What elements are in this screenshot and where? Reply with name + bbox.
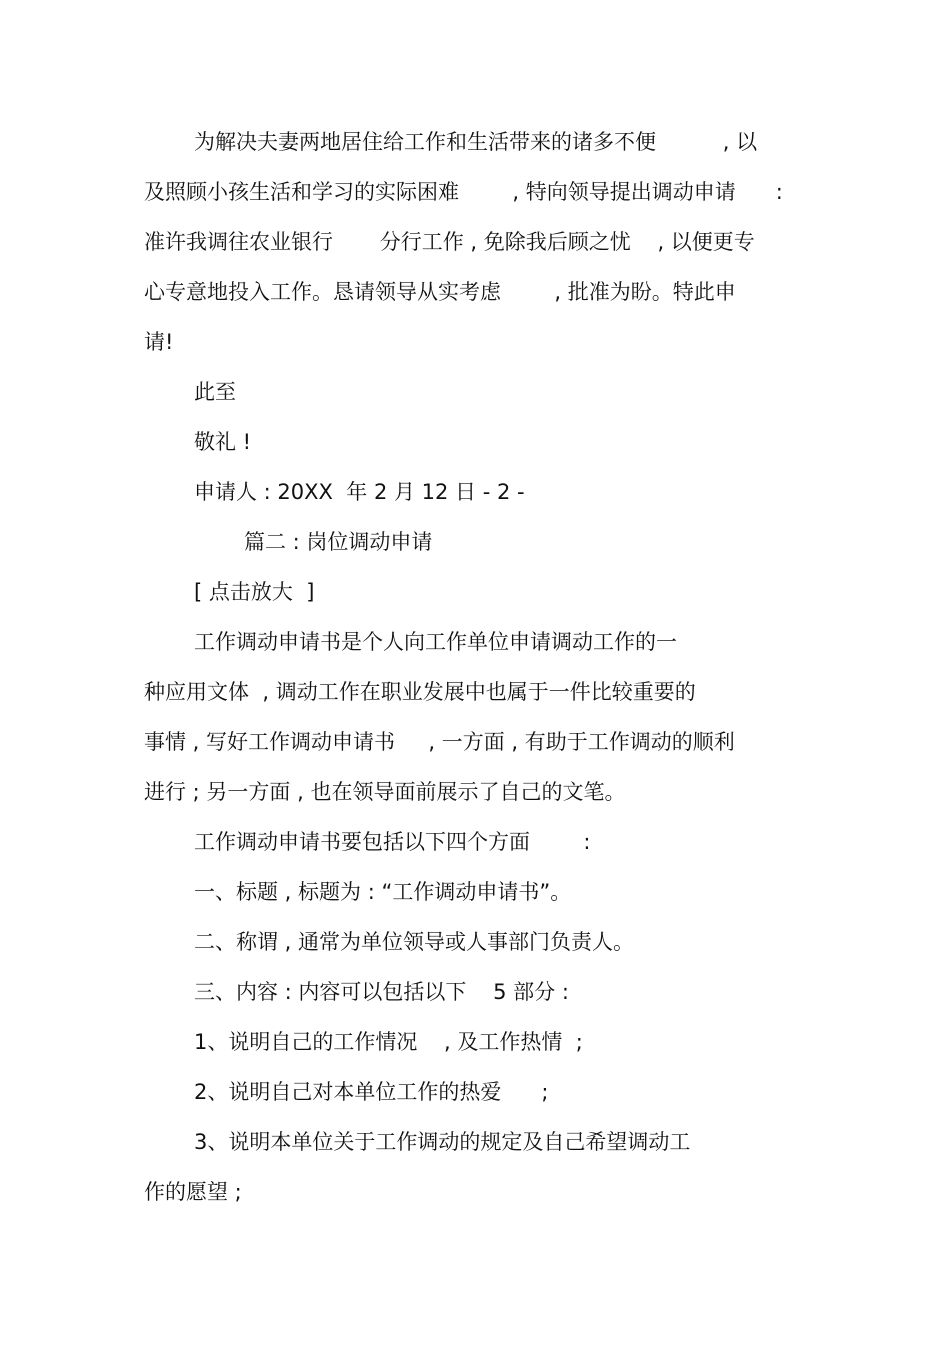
body-paragraph-line: 为解决夫妻两地居住给工作和生活带来的诸多不便 , 以 <box>194 130 758 154</box>
closing-phrase: 此至 <box>194 380 236 404</box>
list-item-continuation: 作的愿望 ; <box>144 1180 242 1204</box>
section-heading: 篇二 : 岗位调动申请 <box>244 530 433 554</box>
body-paragraph-line: 心专意地投入工作。恳请领导从实考虑 , 批准为盼。特此申 <box>144 280 736 304</box>
applicant-date-line: 申请人 : 20XX 年 2 月 12 日 - 2 - <box>194 480 525 504</box>
list-item: 一、标题 , 标题为 : “工作调动申请书”。 <box>194 880 572 904</box>
body-paragraph-line: 种应用文体 , 调动工作在职业发展中也属于一件比较重要的 <box>144 680 696 704</box>
body-paragraph-line: 准许我调往农业银行 分行工作 , 免除我后顾之忧 , 以便更专 <box>144 230 755 254</box>
body-paragraph-line: 工作调动申请书要包括以下四个方面 : <box>194 830 591 854</box>
body-paragraph-line: 请! <box>144 330 174 354</box>
body-paragraph-line: 工作调动申请书是个人向工作单位申请调动工作的一 <box>194 630 677 654</box>
body-paragraph-line: 及照顾小孩生活和学习的实际困难 , 特向领导提出调动申请 : <box>144 180 783 204</box>
closing-salutation: 敬礼 ! <box>194 430 252 454</box>
body-paragraph-line: 事情 , 写好工作调动申请书 , 一方面 , 有助于工作调动的顺利 <box>144 730 735 754</box>
body-paragraph-line: 进行 ; 另一方面 , 也在领导面前展示了自己的文笔。 <box>144 780 626 804</box>
list-item: 1、说明自己的工作情况 , 及工作热情 ; <box>194 1030 583 1054</box>
list-item: 2、说明自己对本单位工作的热爱 ; <box>194 1080 549 1104</box>
enlarge-link[interactable]: [ 点击放大 ] <box>194 580 315 604</box>
list-item: 3、说明本单位关于工作调动的规定及自己希望调动工 <box>194 1130 691 1154</box>
list-item: 三、内容 : 内容可以包括以下 5 部分 : <box>194 980 569 1004</box>
list-item: 二、称谓 , 通常为单位领导或人事部门负责人。 <box>194 930 635 954</box>
